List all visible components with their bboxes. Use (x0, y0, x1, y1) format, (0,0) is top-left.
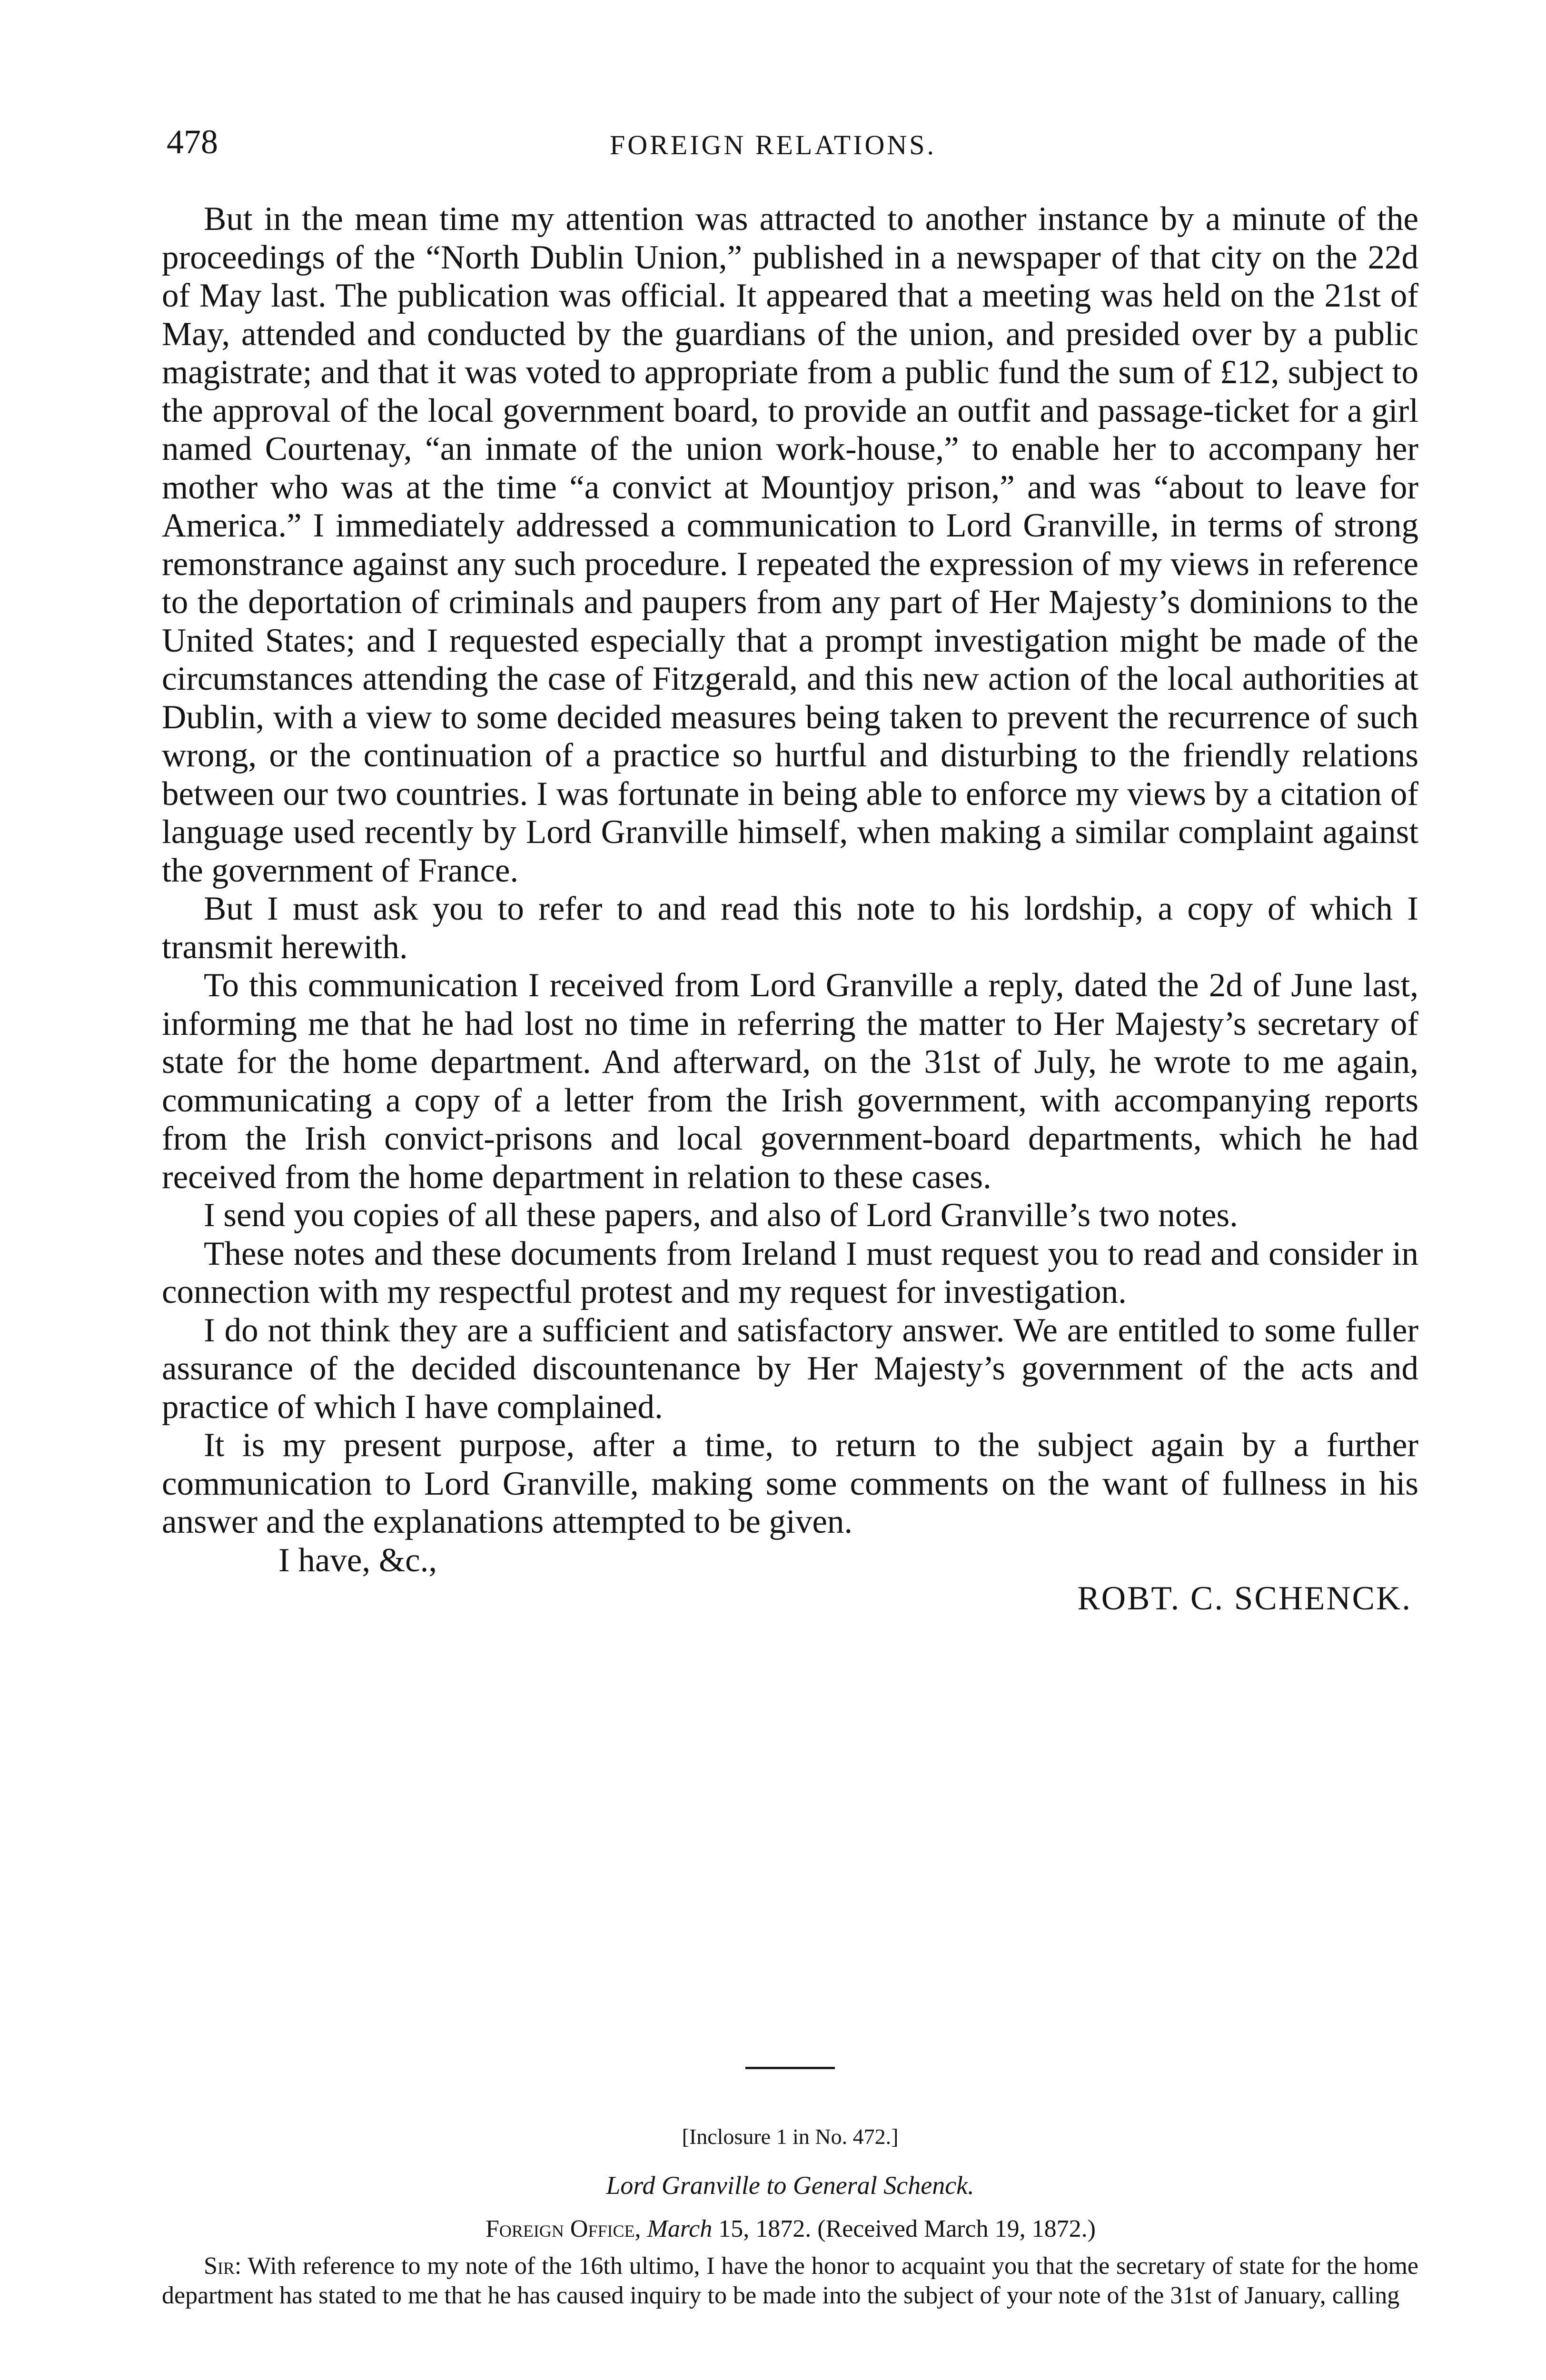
dateline-date: 15, 1872. (718, 2215, 812, 2242)
salutation: Sir: (204, 2252, 242, 2280)
letter-body (162, 200, 1418, 1618)
dateline-month: March (647, 2215, 713, 2242)
paragraph: These notes and these documents from Ireland I must request you to read and consider in connection with my respectful protest and my request for investigation. (162, 1235, 1418, 1310)
dateline-place: Foreign Office, (486, 2215, 641, 2242)
inclosure-label: [Inclosure 1 in No. 472.] (682, 2124, 899, 2149)
paragraph: But in the mean time my attention was attracted to another instance by a minute of the proceedings of the “North Dublin Union,” published in a newspaper of that city on the 22d of May last. The publication was official. It appeared that a meeting was held on the 21st of May, attended and conducted by the guardians of the union, and presided over by a public magistrate; and that it was voted to appropriate from a public fund the sum of £12, subject to the approval of the local government board, to provide an outfit and passage-ticket for a girl named Courtenay, “an inmate of the union work-house,” to enable her to accompany her mother who was at the time “a convict at Mountjoy prison,” and was “about to leave for America.” I immediately addressed a communication to Lord Granville, in terms of strong remonstrance against any such procedure. I repeated the expression of my views in reference to the deportation of criminals and paupers from any part of Her Majesty’s dominions to the United States; and I requested especially that a prompt investigation might be made of the circumstances attending the case of Fitzgerald, and this new action of the local authorities at Dublin, with a view to some decided measures being taken to prevent the recurrence of such wrong, or the continuation of a practice so hurtful and disturbing to the friendly relations between our two countries. I was fortunate in being able to enforce my views by a citation of language used recently by Lord Granville himself, when making a similar complaint against the government of France. (162, 200, 1418, 889)
paragraph: But I must ask you to refer to and read this note to his lordship, a copy of which I transmit herewith. (162, 890, 1418, 966)
dateline-received: (Received March 19, 1872.) (817, 2215, 1096, 2242)
paragraph: It is my present purpose, after a time, to return to the subject again by a further communication to Lord Granville, making some comments on the want of fullness in his answer and the explanations attempted to be given. (162, 1427, 1418, 1540)
paragraph: I send you copies of all these papers, and also of Lord Granville’s two notes. (204, 1197, 1238, 1234)
letter-heading: Lord Granville to General Schenck. (606, 2171, 974, 2200)
paragraph: To this communication I received from Lord Granville a reply, dated the 2d of June last, informing me that he had lost no time in referring the matter to Her Majesty’s secretary of state for the home department. And afterward, on the 31st of July, he wrote to me again, communicating a copy of a letter from the Irish government, with accompanying reports from the Irish convict-prisons and local government-board departments, which he had received from the home department in relation to these cases. (162, 967, 1418, 1196)
dateline (162, 2214, 1418, 2244)
enclosure-paragraph (162, 2251, 1418, 2311)
signature: ROBT. C. SCHENCK. (1077, 1580, 1412, 1617)
running-title: FOREIGN RELATIONS. (609, 129, 937, 160)
paragraph: I do not think they are a sufficient and satisfactory answer. We are entitled to some fuller assurance of the decided discountenance by Her Majesty’s government of the acts and practice of which I have complained. (162, 1311, 1418, 1426)
page-number: 478 (167, 123, 218, 161)
section-divider (745, 2067, 835, 2069)
closing-line: I have, &c., (278, 1541, 437, 1579)
enclosure-section (162, 2122, 1418, 2311)
enclosure-text: With reference to my note of the 16th ultimo, I have the honor to acquaint you that the secretary of state for the home department has stated to me that he has caused inquiry to be made into the subject of your note of the 31st of January, calling (162, 2252, 1418, 2309)
